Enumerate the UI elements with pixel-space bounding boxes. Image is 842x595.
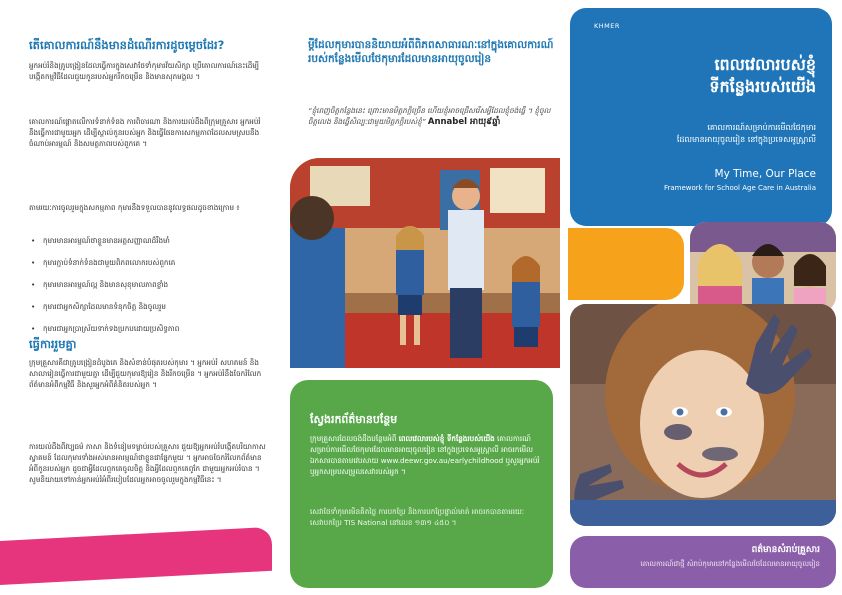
panel-cover	[562, 0, 842, 595]
list-item: • កុមារភ្ជាប់ទំនាក់ទំនងជាមួយពិភពលោករបស់ពួកគេ	[29, 257, 269, 268]
children-group-photo	[690, 222, 836, 312]
quote-text: “ខ្ញុំពេញចិត្តកន្លែងនេះ ព្រោះមានមិត្តភក្តិច្រើន ហើយខ្ញុំអាចជ្រើសរើសអ្វីដែលខ្ញុំចង់ធ្វើ ។ ខ្ញុំចូលចិត្តលេង និងធ្វើសិល្បៈជាមួយមិត្តភក្តិរបស់ខ្ញុំ”	[308, 106, 551, 127]
panel-how-it-works	[0, 0, 280, 595]
paragraph-framework-focus: គោលការណ៍ផ្ដោតលើការទំនាក់ទំនង ការពិចារណា និងការយល់ដឹងពីក្រុមគ្រួសារ អ្នកអប់រំនឹងធ្វើការជាមួយអ្នក ដើម្បីស្គាល់កូនរបស់អ្នក និងធ្វើផែនការសកម្មភាពដែលសមស្របនឹងចំណាប់អារម្មណ៍ និងសមត្ថភាពរបស់ពួកគេ ។	[29, 117, 261, 148]
language-tag: KHMER	[594, 22, 620, 30]
heading-what-children-said: ម្ដីដែលកុមារបាននិយាយអំពីពិភពសាធារណៈនៅក្នុងគោលការណ៍របស់កន្លែងមើលថែកុមារដែលមានអាយុចូលរៀន	[308, 39, 554, 65]
quote-author: Annabel អាយុ៩ឆ្នាំ	[427, 117, 501, 128]
list-item: • កុមារមានអារម្មណ៍ល្អ និងមានសុខុមាលភាពខ្លាំង	[29, 279, 269, 290]
outcomes-list	[29, 235, 269, 345]
paragraph-outcomes-lead: តាមរយៈការចូលរួមក្នុងសកម្មភាព កុមារនឹងទទួលបាននូវលទ្ធផលដូចខាងក្រោម ៖	[29, 203, 240, 212]
classroom-photo	[290, 158, 560, 368]
heading-how-will-it-work: តើគោលការណ៍នឹងមានដំណើរការដូចម្តេចដែរ?	[29, 38, 225, 52]
paragraph-culture: ការយល់ដឹងពីវប្បធម៌ ភាសា និងទំនៀមទម្លាប់របស់គ្រួសារ ជួយឱ្យអ្នកអប់រំបង្កើតបរិយាកាសស្វាគមន៍ ដែលកុមារទាំងអស់មានអារម្មណ៍ថាខ្លួនជាផ្នែកមួយ ។ អ្នកអាចចែករំលែកព័ត៌មានអំពីកូនរបស់អ្នក ដូចជាអ្វីដែលពួកគេចូលចិត្ត និងអ្វីដែលពួកគេពូកែ ជាមួយអ្នកអប់រំបាន ។ សូមនិយាយទៅកាន់អ្នកអប់រំអំពីរបៀបដែលអ្នកអាចចូលរួមក្នុងកម្មវិធីនេះ ។	[29, 442, 266, 484]
cover-subtitle-khmer	[596, 122, 816, 146]
more-info-box	[290, 380, 553, 588]
cover-title-khmer-line1: ពេលវេលារបស់ខ្ញុំ	[714, 55, 816, 74]
list-item: • កុមារមានអារម្មណ៍ថាខ្លួនមានអត្តសញ្ញាណដ៏រឹងមាំ	[29, 235, 269, 246]
cover-subtitle-english: Framework for School Age Care in Australia	[663, 184, 816, 192]
paragraph-translation-service: សេវាថែទាំកុមារមិនគិតថ្លៃ ការបកប្រែ និងការបកប្រែផ្ទាល់មាត់ អាចរកបានតាមរយៈសេវាបកប្រែ TIS National នៅលេខ ១៣១ ៤៥០ ។	[310, 507, 525, 528]
heading-find-out-more: ស្វែងរកព័ត៌មានបន្ថែម	[310, 413, 398, 426]
info-rest: គោលការណ៍សម្រាប់ការមើលថែកុមារដែលមានអាយុចូលរៀន នៅក្នុងប្រទេសអូស្ត្រាលី អាចរកមើលឯកសារបានតាមវេបសាយ www.deewr.gov.au/earlychildhood ឬសួរអ្នកអប់រំ ឬអ្នកសម្របសម្រួលសេវារបស់អ្នក ។	[310, 434, 540, 477]
cover-title-khmer	[596, 54, 816, 98]
list-item: • កុមារជាអ្នកប្រាស្រ័យទាក់ទងប្រកបដោយប្រសិទ្ធភាព	[29, 323, 269, 334]
heading-working-together: ធ្វើការរួមគ្នា	[29, 337, 77, 351]
info-lead: ក្រុមគ្រួសារដែលចង់ដឹងបន្ថែមអំពី	[310, 434, 397, 444]
orange-decorative-shape	[568, 228, 684, 300]
cover-title-panel	[570, 8, 832, 226]
cover-title-english: My Time, Our Place	[714, 168, 816, 180]
cover-title-khmer-line2: ទីកន្លែងរបស់យើង	[709, 77, 816, 96]
pink-decorative-bar	[0, 527, 272, 585]
child-quote	[308, 105, 558, 128]
paragraph-families: ក្រុមគ្រួសារគឺជាគ្រូបង្រៀនដំបូងគេ និងសំខាន់បំផុតរបស់កុមារ ។ អ្នកអប់រំ សហគមន៍ និងសាលារៀនធ្វើការជាមួយគ្នា ដើម្បីជួយកុមារឱ្យរៀន និងរីកចម្រើន ។ អ្នកអប់រំនឹងចែករំលែកព័ត៌មានអំពីកម្មវិធី និងសួរអ្នកអំពីគំនិតរបស់អ្នក ។	[29, 358, 262, 389]
cover-subtitle-khmer-line1: គោលការណ៍សម្រាប់ការមើលថែកុមារ	[707, 123, 816, 132]
cover-subtitle-khmer-line2: ដែលមានអាយុចូលរៀន នៅក្នុងប្រទេសអូស្ត្រាលី	[676, 135, 816, 144]
family-info-band	[570, 536, 836, 588]
info-framework-title: ពេលវេលារបស់ខ្ញុំ ទីកន្លែងរបស់យើង	[398, 434, 495, 444]
family-info-heading: ពត៌មានសំរាប់គ្រួសារ	[751, 545, 820, 555]
paragraph-intro: អ្នកអប់រំនិងគ្រូបង្រៀនដែលធ្វើការក្នុងសេវាថែទាំកុមារវ័យសិក្សា ប្រើគោលការណ៍នេះដើម្បីបង្កើតកម្មវិធីដែលជួយកូនរបស់អ្នករីកចម្រើន និងមានសុភមង្គល ។	[29, 61, 259, 81]
girl-painted-hands-photo	[570, 304, 836, 526]
family-info-text: គោលការណ៍ជាថ្មី សំរាប់កុមារនៅកន្លែងមើលថែដែលមានអាយុចូលរៀន	[640, 560, 820, 568]
list-item: • កុមារជាអ្នកសិក្សាដែលមានទំនុកចិត្ត និងចូលរួម	[29, 301, 269, 312]
panel-children-voices	[280, 0, 562, 595]
paragraph-more-info	[310, 433, 540, 477]
